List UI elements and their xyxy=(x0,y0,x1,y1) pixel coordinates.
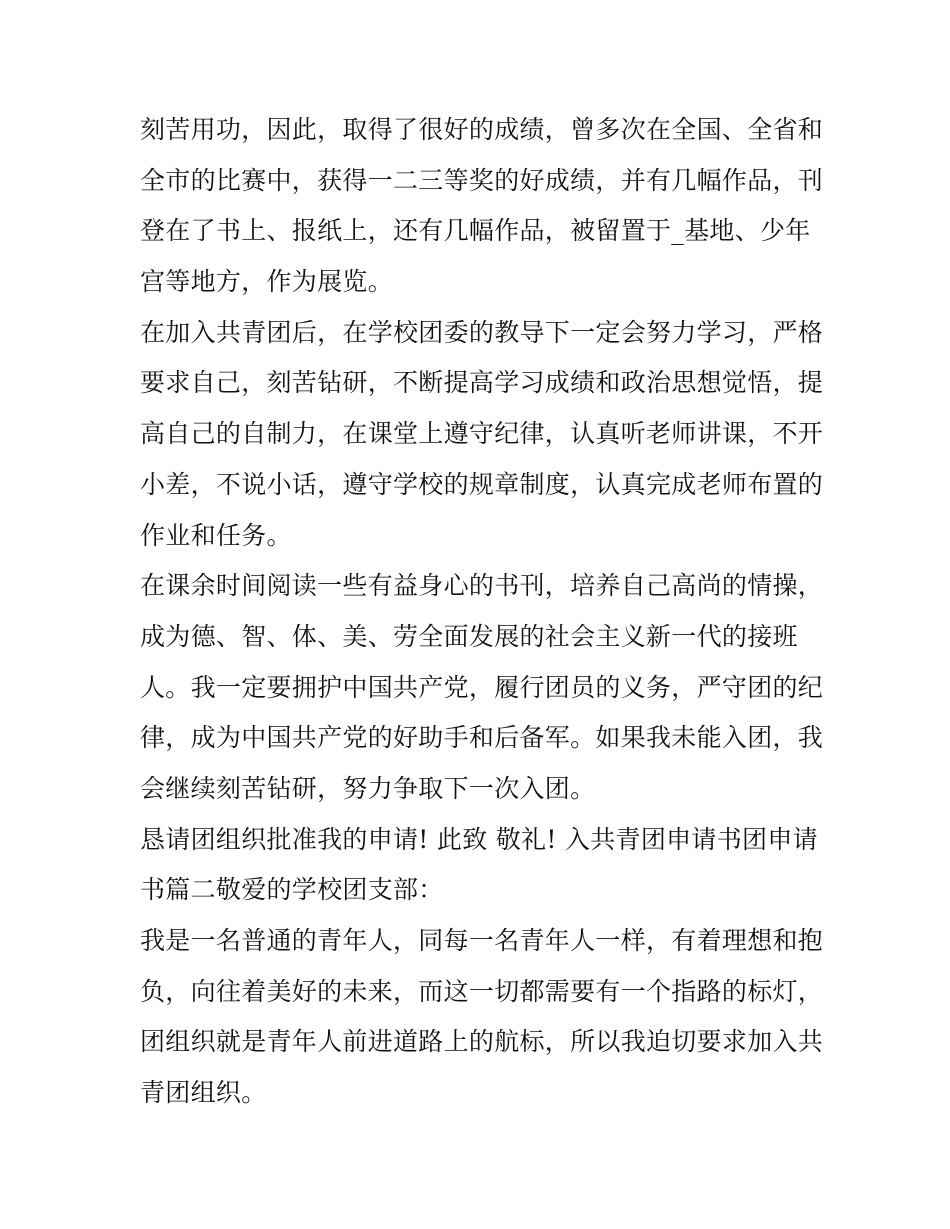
text-line: 小差，不说小话，遵守学校的规章制度，认真完成老师布置的 xyxy=(140,469,824,499)
text-line: 在课余时间阅读一些有益身心的书刊，培养自己高尚的情操， xyxy=(140,571,824,601)
text-line: 全市的比赛中，获得一二三等奖的好成绩，并有几幅作品，刊 xyxy=(140,165,824,195)
text-line: 登在了书上、报纸上，还有几幅作品，被留置于_基地、少年 xyxy=(140,216,811,246)
document-body xyxy=(140,105,824,1119)
text-line: 要求自己，刻苦钻研，不断提高学习成绩和政治思想觉悟，提 xyxy=(140,368,824,398)
text-line: 团组织就是青年人前进道路上的航标，所以我迫切要求加入共 xyxy=(140,1027,824,1057)
text-line: 成为德、智、体、美、劳全面发展的社会主义新一代的接班 xyxy=(140,621,798,651)
text-line: 书篇二敬爱的学校团支部： xyxy=(140,875,444,905)
text-line: 青团组织。 xyxy=(140,1078,267,1108)
text-line: 恳请团组织批准我的申请! 此致 敬礼! 入共青团申请书团申请 xyxy=(140,824,818,854)
text-line: 在加入共青团后，在学校团委的教导下一定会努力学习，严格 xyxy=(140,317,824,347)
text-line: 刻苦用功，因此，取得了很好的成绩，曾多次在全国、全省和 xyxy=(140,115,824,144)
text-line: 会继续刻苦钻研，努力争取下一次入团。 xyxy=(140,773,596,803)
text-line: 负，向往着美好的未来，而这一切都需要有一个指路的标灯， xyxy=(140,976,824,1006)
text-line: 我是一名普通的青年人，同每一名青年人一样，有着理想和抱 xyxy=(140,926,824,955)
text-line: 律，成为中国共产党的好助手和后备军。如果我未能入团，我 xyxy=(140,723,824,753)
text-line: 人。我一定要拥护中国共产党，履行团员的义务，严守团的纪 xyxy=(140,672,824,702)
text-line: 作业和任务。 xyxy=(140,520,292,550)
text-line: 高自己的自制力，在课堂上遵守纪律，认真听老师讲课，不开 xyxy=(140,419,824,449)
text-line: 宫等地方，作为展览。 xyxy=(140,267,394,297)
